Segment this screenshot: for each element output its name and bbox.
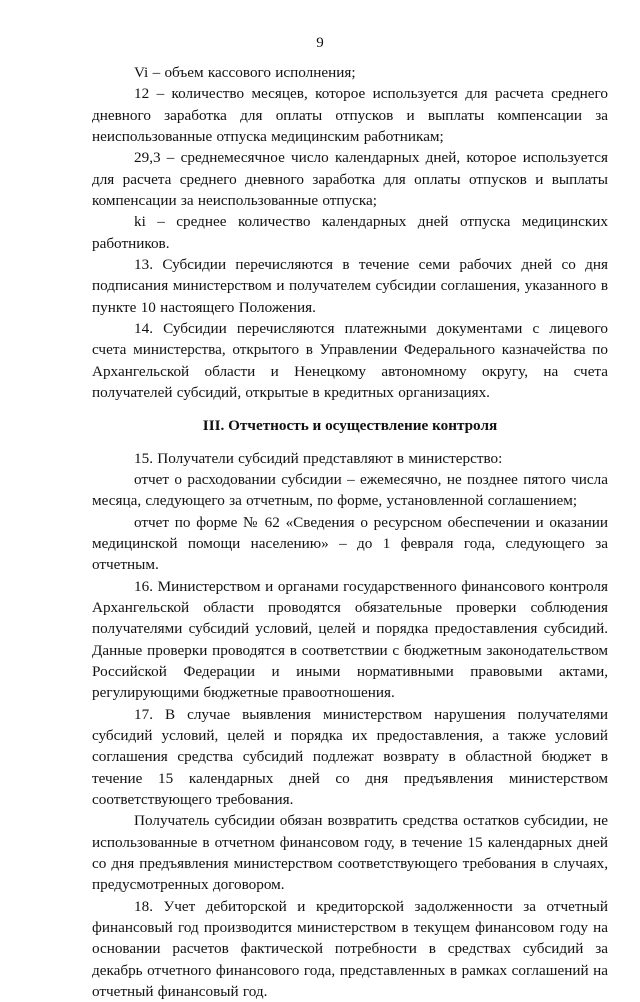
paragraph-item-17: 17. В случае выявления министерством нарушения получателями субсидий условий, целей и порядка их предоставления, а также условий соглашения средства субсидий подлежат возврату в областной бюджет в течение 15 календарных дней со дня предъявления министерством соответствующего требования. <box>92 705 608 808</box>
paragraph-item-16: 16. Министерством и органами государственного финансового контроля Архангельской области проводятся обязательные проверки соблюдения получателями субсидий условий, целей и порядка предоставления субсидий. Данные проверки проводятся в соответствии с бюджетным законодательством Российской Федерации и иными нормативными правовыми актами, регулирующими бюджетные правоотношения. <box>92 577 608 702</box>
paragraph-item-14: 14. Субсидии перечисляются платежными документами с лицевого счета министерства, открытого в Управлении Федерального казначейства по Архангельской области и Ненецкому автономному округу, на счета получателей субсидий, открытые в кредитных организациях. <box>92 320 608 402</box>
paragraph-vi-definition: Vi – объем кассового исполнения; <box>134 64 356 81</box>
paragraph-item-18: 18. Учет дебиторской и кредиторской задолженности за отчетный финансовый год производится министерством в текущем финансовом году на основании расчетов фактической потребности в средствах субсидий за декабрь отчетного финансового года, представленных в рамках соглашений на отчетный финансовый год. <box>92 897 608 1001</box>
paragraph-item-13: 13. Субсидии перечисляются в течение семи рабочих дней со дня подписания министерством и получателем субсидии соглашения, указанного в пункте 10 настоящего Положения. <box>92 256 608 316</box>
page-number: 9 <box>316 35 324 51</box>
paragraph-item-15: 15. Получатели субсидий представляют в министерство: <box>134 449 503 467</box>
paragraph-29-3-days: 29,3 – среднемесячное число календарных дней, которое используется для расчета среднего дневного заработка для оплаты отпусков и выплаты компенсации за неиспользованные отпуска; <box>92 149 608 210</box>
paragraph-12-months: 12 – количество месяцев, которое используется для расчета среднего дневного заработка для оплаты отпусков и выплаты компенсации за неиспользованные отпуска медицинским работникам; <box>92 85 608 146</box>
paragraph-return-remainder: Получатель субсидии обязан возвратить средства остатков субсидии, не использованные в отчетном финансовом году, в течение 15 календарных дней со дня предъявления министерством соответствующего требования в случаях, предусмотренных договором. <box>92 812 608 894</box>
paragraph-expense-report: отчет о расходовании субсидии – ежемесячно, не позднее пятого числа месяца, следующего за отчетным, по форме, установленной соглашением; <box>92 470 608 510</box>
paragraph-ki-definition: ki – среднее количество календарных дней отпуска медицинских работников. <box>92 213 608 252</box>
document-body <box>92 62 608 1002</box>
paragraph-form-62-report: отчет по форме № 62 «Сведения о ресурсном обеспечении и оказании медицинской помощи населению» – до 1 февраля года, следующего за отчетным. <box>92 513 608 574</box>
section-heading-reporting-control: III. Отчетность и осуществление контроля <box>202 416 498 434</box>
